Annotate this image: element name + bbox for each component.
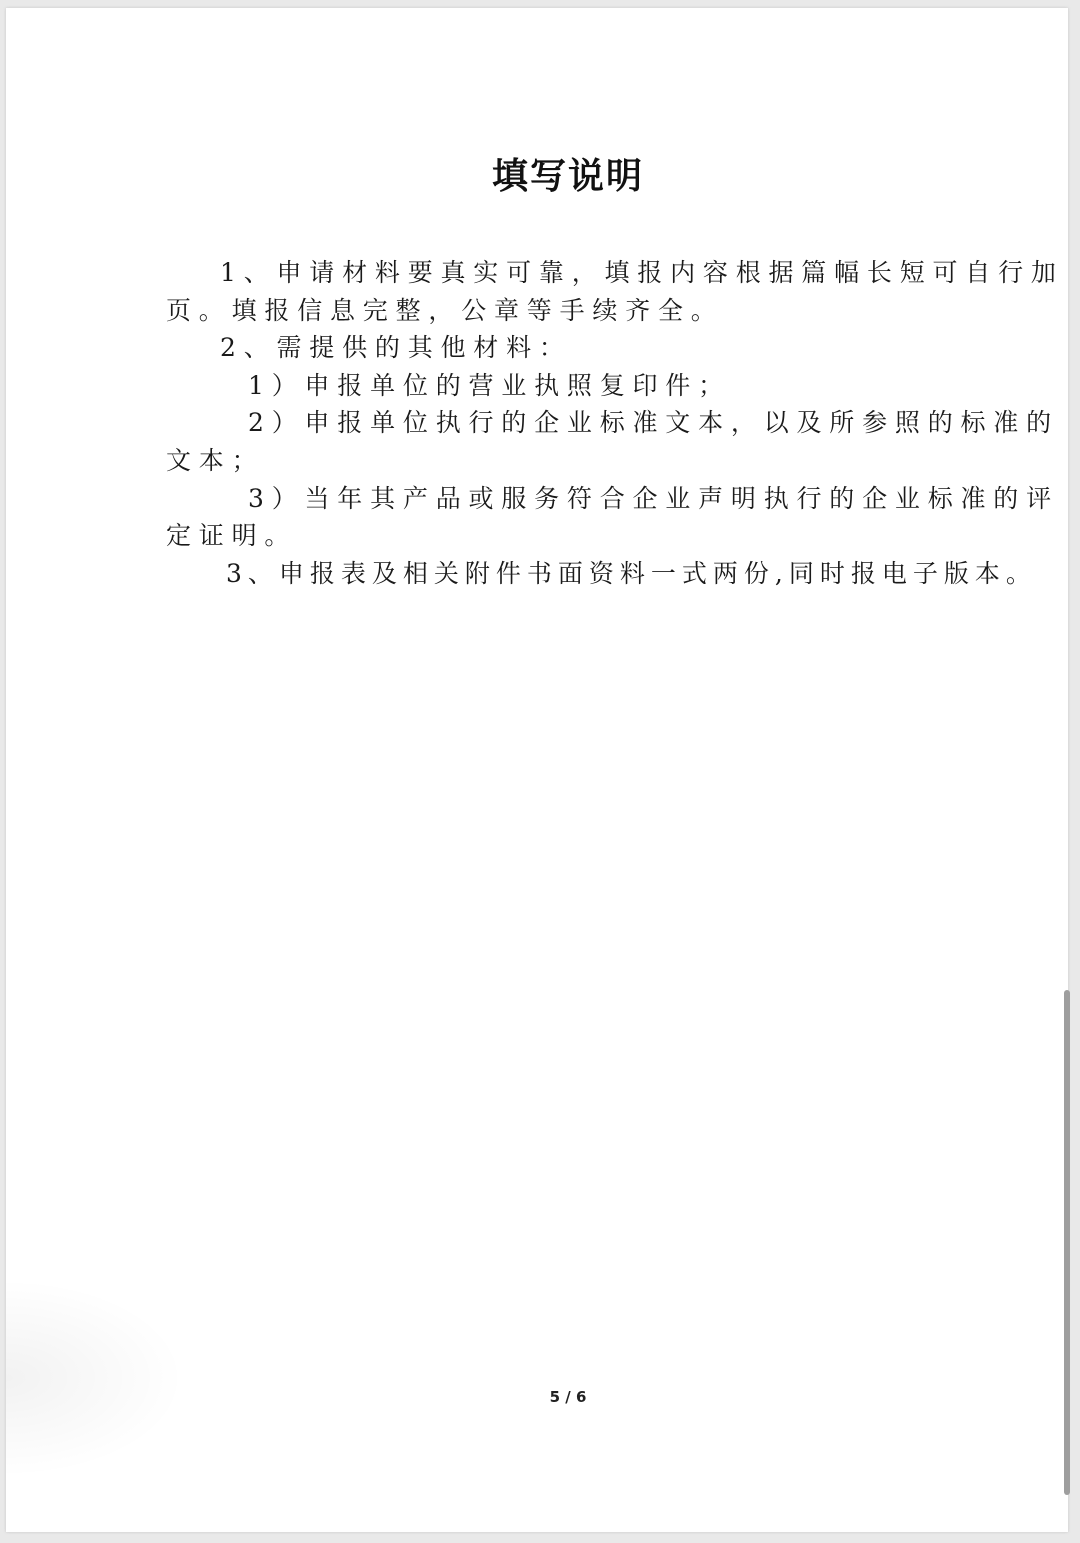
page-shadow [6, 1278, 186, 1478]
instruction-line-7: 3）当年其产品或服务符合企业声明执行的企业标准的评 [248, 484, 1059, 513]
instruction-line-9: 3、申报表及相关附件书面资料一式两份,同时报电子版本。 [226, 559, 1037, 588]
instruction-line-3: 2、需提供的其他材料： [220, 333, 572, 362]
instruction-line-8: 定证明。 [166, 521, 298, 550]
instruction-line-4: 1）申报单位的营业执照复印件； [248, 371, 731, 400]
instruction-line-1: 1、申请材料要真实可靠，填报内容根据篇幅长短可自行加 [220, 258, 1064, 287]
document-page [6, 8, 1068, 1532]
instruction-line-6: 文本； [166, 446, 265, 475]
document-title: 填写说明 [491, 156, 644, 197]
vertical-scrollbar[interactable] [1064, 990, 1070, 1495]
instruction-line-5: 2）申报单位执行的企业标准文本，以及所参照的标准的 [248, 408, 1059, 437]
instruction-line-2: 页。填报信息完整，公章等手续齐全。 [166, 296, 724, 325]
page-number: 5 / 6 [549, 1388, 587, 1406]
